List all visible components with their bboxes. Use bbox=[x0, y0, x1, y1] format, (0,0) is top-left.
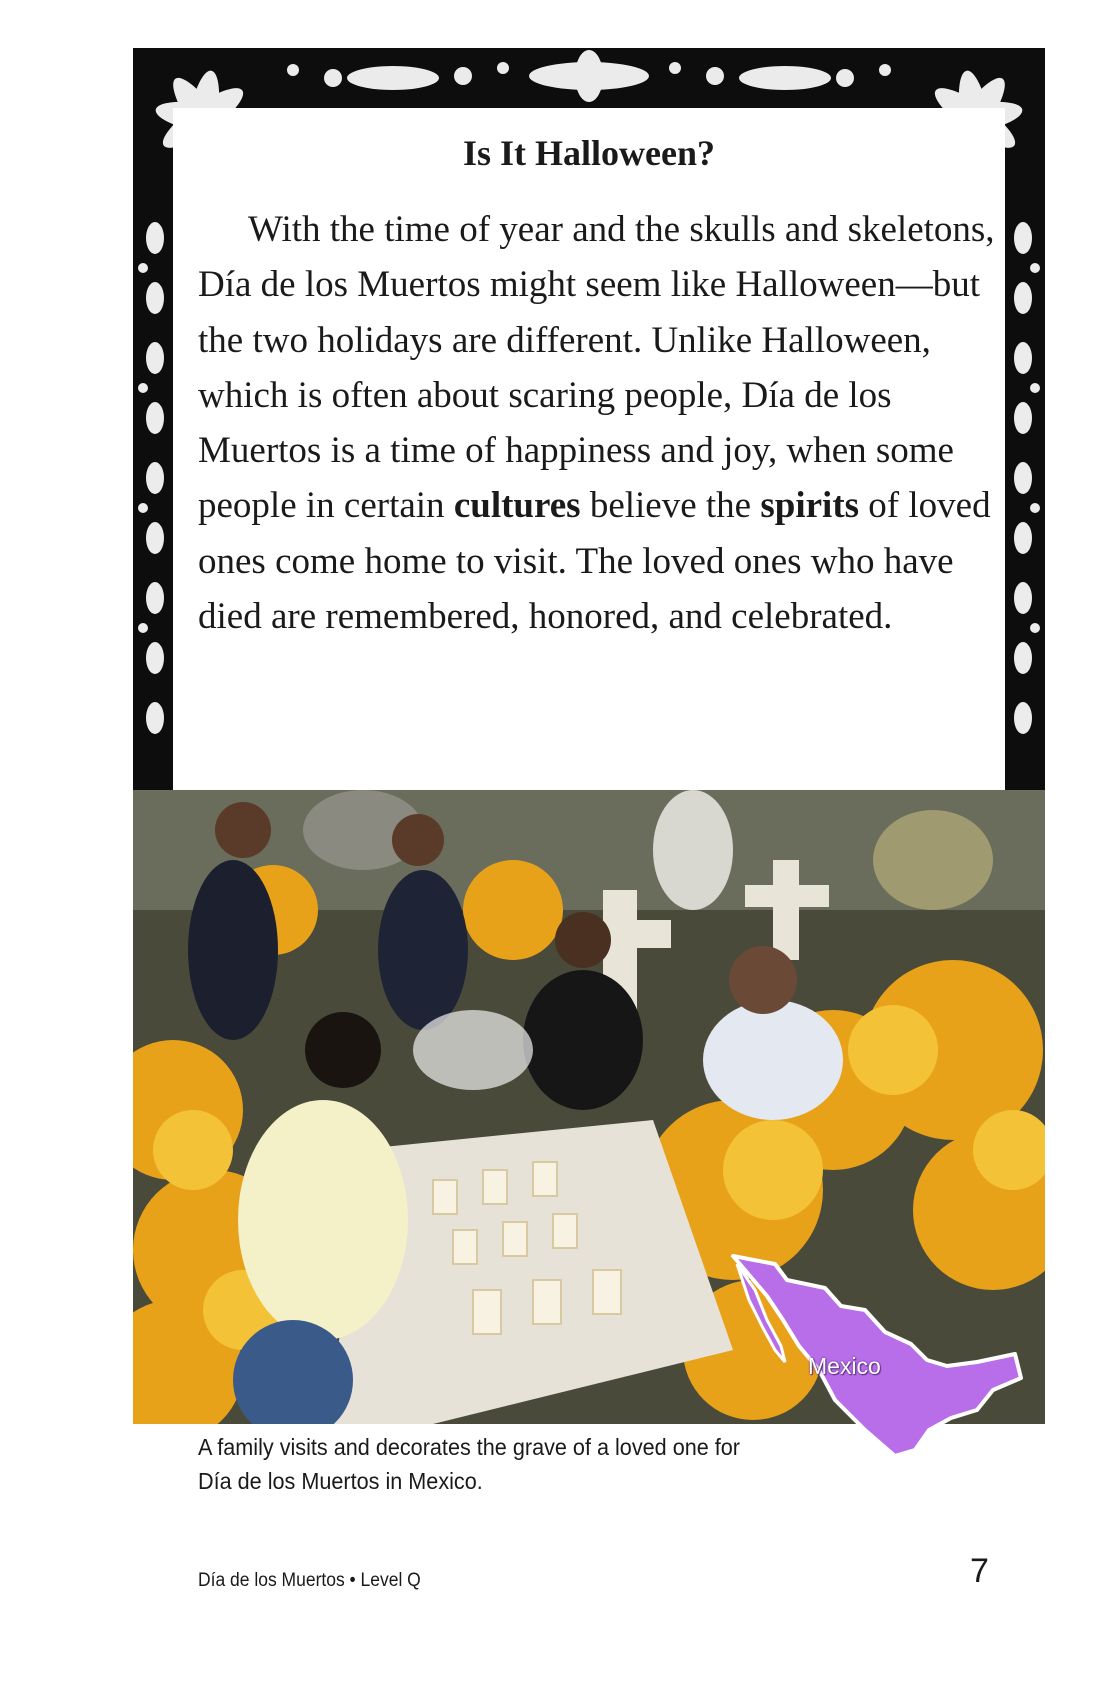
book-title-footer: Día de los Muertos • Level Q bbox=[198, 1570, 421, 1591]
page-heading: Is It Halloween? bbox=[463, 133, 715, 173]
page-number: 7 bbox=[970, 1552, 989, 1590]
glossary-term-spirits: spirits bbox=[760, 485, 860, 527]
map-label: Mexico bbox=[808, 1353, 881, 1379]
glossary-term-cultures: cultures bbox=[453, 485, 581, 527]
body-paragraph: With the time of year and the skulls and skeletons, Día de los Muertos might seem like Halloween—but the two holidays are different. Unlike Halloween, which is often about scaring people, Día de los Muertos is a time of happiness and joy, when some people in certain cultures believe the spirits of loved ones come home to visit. The loved ones who have died are remembered, honored, and celebrated. bbox=[198, 209, 995, 638]
photo-caption: A family visits and decorates the grave of a loved one for Día de los Muertos in Mexico. bbox=[198, 1434, 741, 1494]
